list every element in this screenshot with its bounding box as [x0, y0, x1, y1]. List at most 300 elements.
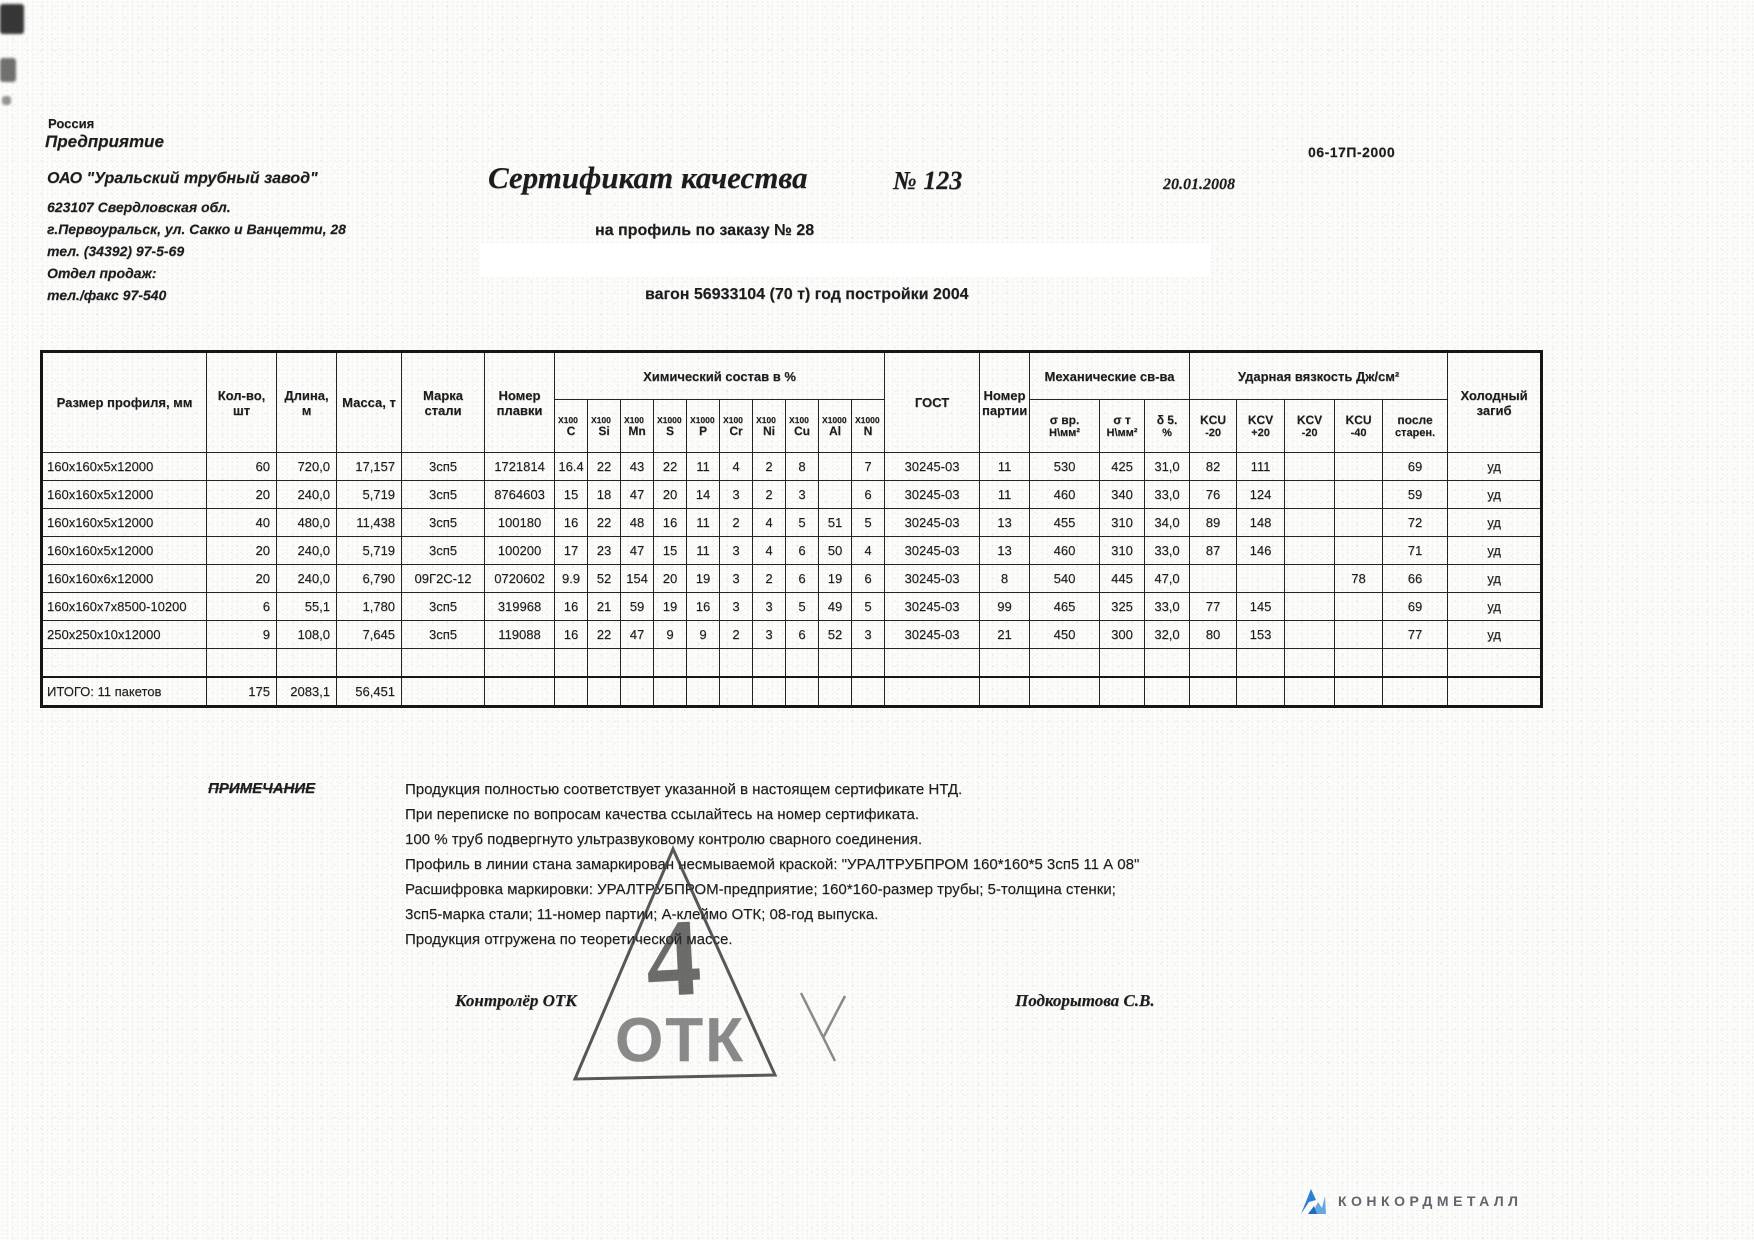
col-subheader-chem-si: X100 Si	[588, 400, 621, 453]
col-header-cold-bend: Холодный загиб	[1448, 352, 1542, 453]
table-cell: уд	[1448, 593, 1542, 621]
table-cell: 11	[687, 537, 720, 565]
table-row	[42, 565, 1542, 593]
company-address-region: 623107 Свердловская обл.	[47, 199, 231, 215]
table-cell: 16.4	[555, 453, 588, 481]
table-cell: 3сп5	[402, 481, 485, 509]
table-cell: 16	[555, 509, 588, 537]
svg-text:ОТК: ОТК	[615, 1006, 745, 1075]
table-cell: 240,0	[277, 481, 337, 509]
table-cell	[1335, 649, 1383, 678]
table-cell: 21	[980, 621, 1030, 649]
table-cell: 22	[588, 621, 621, 649]
col-header-steel-grade: Марка стали	[402, 352, 485, 453]
table-cell: 300	[1100, 621, 1145, 649]
table-cell	[1145, 677, 1190, 707]
table-cell: 52	[588, 565, 621, 593]
table-cell: 16	[555, 621, 588, 649]
col-subheader-chem-n: X1000 N	[852, 400, 885, 453]
col-subheader-: после старен.	[1383, 400, 1448, 453]
table-cell: 18	[588, 481, 621, 509]
table-cell: 69	[1383, 453, 1448, 481]
table-cell: 11	[980, 481, 1030, 509]
table-cell	[753, 677, 786, 707]
table-cell: 11,438	[337, 509, 402, 537]
table-cell	[1190, 565, 1237, 593]
table-cell: 59	[1383, 481, 1448, 509]
scan-smudge-artifact	[0, 4, 24, 34]
col-subheader-chem-ni: X100 Ni	[753, 400, 786, 453]
table-cell: 160x160x7x8500-10200	[42, 593, 207, 621]
table-cell: 154	[621, 565, 654, 593]
table-cell: 60	[207, 453, 277, 481]
table-cell: 66	[1383, 565, 1448, 593]
table-cell	[1237, 677, 1285, 707]
table-cell	[819, 649, 852, 678]
table-cell: 3сп5	[402, 621, 485, 649]
table-cell	[1335, 593, 1383, 621]
table-cell: 153	[1237, 621, 1285, 649]
company-fax: тел./факс 97-540	[47, 287, 167, 303]
table-cell: 160x160x5x12000	[42, 509, 207, 537]
table-cell	[1335, 677, 1383, 707]
table-cell: 47	[621, 481, 654, 509]
table-cell: 425	[1100, 453, 1145, 481]
table-cell: уд	[1448, 481, 1542, 509]
table-cell: 33,0	[1145, 481, 1190, 509]
table-cell: 80	[1190, 621, 1237, 649]
col-subheader-chem-cu: X100 Cu	[786, 400, 819, 453]
table-cell: 145	[1237, 593, 1285, 621]
table-header-group-row	[42, 352, 1542, 400]
note-line-7: Продукция отгружена по теоретической массе.	[405, 931, 733, 948]
note-line-4: Профиль в линии стана замаркирован несмываемой краской: "УРАЛТРУБПРОМ 160*160*5 3сп5 11 А 08"	[405, 856, 1140, 873]
table-cell	[654, 649, 687, 678]
table-cell: 21	[588, 593, 621, 621]
table-cell	[980, 677, 1030, 707]
table-cell	[621, 677, 654, 707]
table-cell: 30245-03	[885, 509, 980, 537]
table-cell	[980, 649, 1030, 678]
table-cell: 30245-03	[885, 565, 980, 593]
table-cell	[819, 677, 852, 707]
table-cell: 15	[555, 481, 588, 509]
table-cell	[337, 649, 402, 678]
table-cell	[1448, 649, 1542, 678]
table-cell: 6	[786, 537, 819, 565]
table-cell: 4	[720, 453, 753, 481]
table-cell	[1335, 509, 1383, 537]
table-cell	[1285, 537, 1335, 565]
table-cell: уд	[1448, 453, 1542, 481]
col-subheader-kcu: KCU -20	[1190, 400, 1237, 453]
table-cell	[1285, 565, 1335, 593]
table-cell: 40	[207, 509, 277, 537]
table-cell	[1335, 621, 1383, 649]
table-cell	[753, 649, 786, 678]
table-cell	[687, 677, 720, 707]
table-cell	[1285, 453, 1335, 481]
table-cell	[720, 677, 753, 707]
table-cell	[588, 677, 621, 707]
certificate-table	[40, 350, 1543, 708]
table-cell: 2083,1	[277, 677, 337, 707]
table-cell: 310	[1100, 509, 1145, 537]
inspector-name: Подкорытова С.В.	[1015, 991, 1155, 1010]
col-subheader-chem-s: X1000 S	[654, 400, 687, 453]
table-cell: 30245-03	[885, 593, 980, 621]
table-cell: 30245-03	[885, 481, 980, 509]
company-sales-dept: Отдел продаж:	[47, 265, 157, 281]
table-cell: 89	[1190, 509, 1237, 537]
table-cell: 34,0	[1145, 509, 1190, 537]
table-cell: 250x250x10x12000	[42, 621, 207, 649]
table-cell: 5	[786, 509, 819, 537]
table-cell: 14	[687, 481, 720, 509]
table-cell: 5	[786, 593, 819, 621]
table-body	[42, 453, 1542, 707]
table-cell: 22	[654, 453, 687, 481]
table-cell: 9	[654, 621, 687, 649]
table-cell: 3	[720, 593, 753, 621]
col-subheader-chem-cr: X100 Cr	[720, 400, 753, 453]
table-cell	[1285, 481, 1335, 509]
table-cell: 47,0	[1145, 565, 1190, 593]
table-cell: 69	[1383, 593, 1448, 621]
table-cell: 3сп5	[402, 509, 485, 537]
table-cell	[402, 649, 485, 678]
table-cell: 160x160х6x12000	[42, 565, 207, 593]
table-cell: 3	[786, 481, 819, 509]
table-cell: 20	[654, 565, 687, 593]
table-cell: 19	[819, 565, 852, 593]
otk-triangle-stamp	[563, 843, 863, 1091]
table-cell: 30245-03	[885, 621, 980, 649]
table-cell: ИТОГО: 11 пакетов	[42, 677, 207, 707]
table-cell: 4	[852, 537, 885, 565]
col-subheader-: σ т Н\мм²	[1100, 400, 1145, 453]
inspector-role-label: Контролёр ОТК	[455, 991, 577, 1010]
table-cell: 87	[1190, 537, 1237, 565]
table-cell	[819, 481, 852, 509]
table-cell	[1383, 649, 1448, 678]
table-cell: 310	[1100, 537, 1145, 565]
company-name: ОАО "Уральский трубный завод"	[47, 170, 318, 187]
col-subheader-: σ вр. Н\мм²	[1030, 400, 1100, 453]
table-cell: 100180	[485, 509, 555, 537]
table-cell: 460	[1030, 537, 1100, 565]
col-header-mass: Масса, т	[337, 352, 402, 453]
table-cell: 450	[1030, 621, 1100, 649]
table-cell: 20	[207, 481, 277, 509]
table-cell: 325	[1100, 593, 1145, 621]
table-cell: 16	[687, 593, 720, 621]
table-cell	[1285, 649, 1335, 678]
table-row	[42, 621, 1542, 649]
table-cell	[1237, 565, 1285, 593]
table-cell: 465	[1030, 593, 1100, 621]
table-cell: 108,0	[277, 621, 337, 649]
table-cell: 59	[621, 593, 654, 621]
order-subtitle: на профиль по заказу № 28	[595, 222, 815, 239]
table-cell: 47	[621, 621, 654, 649]
table-cell: 22	[588, 509, 621, 537]
certificate-title: Сертификат качества	[488, 160, 808, 195]
company-phone: тел. (34392) 97-5-69	[47, 243, 185, 259]
table-cell: 11	[687, 453, 720, 481]
table-cell: уд	[1448, 621, 1542, 649]
table-row	[42, 453, 1542, 481]
table-cell: 1,780	[337, 593, 402, 621]
table-cell: 4	[753, 537, 786, 565]
table-cell	[588, 649, 621, 678]
table-cell: 15	[654, 537, 687, 565]
table-cell: 32,0	[1145, 621, 1190, 649]
table-cell	[852, 677, 885, 707]
table-cell: 7,645	[337, 621, 402, 649]
table-cell: 56,451	[337, 677, 402, 707]
table-cell	[1285, 593, 1335, 621]
table-cell: уд	[1448, 565, 1542, 593]
col-subheader-chem-mn: X100 Mn	[621, 400, 654, 453]
table-cell: 6	[786, 565, 819, 593]
table-cell: 6	[852, 565, 885, 593]
table-cell	[1145, 649, 1190, 678]
table-cell: 51	[819, 509, 852, 537]
table-cell: 19	[654, 593, 687, 621]
note-label: ПРИМЕЧАНИЕ	[208, 780, 316, 797]
table-cell: 31,0	[1145, 453, 1190, 481]
table-cell: 5,719	[337, 481, 402, 509]
table-cell: 77	[1190, 593, 1237, 621]
table-cell: 2	[720, 621, 753, 649]
table-cell: 13	[980, 509, 1030, 537]
table-cell	[1383, 677, 1448, 707]
table-cell: 460	[1030, 481, 1100, 509]
table-cell: 30245-03	[885, 453, 980, 481]
table-cell: 6	[852, 481, 885, 509]
note-line-5: Расшифровка маркировки: УРАЛТРУБПРОМ-предприятие; 160*160-размер трубы; 5-толщина стенки;	[405, 881, 1116, 898]
brand-logo-icon	[1298, 1186, 1328, 1216]
table-cell: 71	[1383, 537, 1448, 565]
table-cell: 3	[720, 565, 753, 593]
table-cell: 17,157	[337, 453, 402, 481]
table-cell: 5,719	[337, 537, 402, 565]
table-cell: 16	[555, 593, 588, 621]
table-cell	[1030, 649, 1100, 678]
table-cell: 8764603	[485, 481, 555, 509]
table-cell: 175	[207, 677, 277, 707]
table-cell: 2	[720, 509, 753, 537]
table-cell	[402, 677, 485, 707]
table-cell: 530	[1030, 453, 1100, 481]
table-cell: 148	[1237, 509, 1285, 537]
table-cell: 160x160x5x12000	[42, 481, 207, 509]
table-cell: 3сп5	[402, 453, 485, 481]
table-cell	[485, 649, 555, 678]
table-cell: 8	[980, 565, 1030, 593]
table-cell: 540	[1030, 565, 1100, 593]
table-cell: 20	[654, 481, 687, 509]
table-cell: 6	[207, 593, 277, 621]
col-subheader-kcu: KCU -40	[1335, 400, 1383, 453]
table-cell: 240,0	[277, 565, 337, 593]
table-cell: 340	[1100, 481, 1145, 509]
table-cell: 33,0	[1145, 593, 1190, 621]
table-cell	[42, 649, 207, 678]
company-address-street: г.Первоуральск, ул. Сакко и Ванцетти, 28	[47, 221, 346, 237]
table-cell: 48	[621, 509, 654, 537]
table-cell: 100200	[485, 537, 555, 565]
col-header-quantity: Кол-во, шт	[207, 352, 277, 453]
table-cell: 319968	[485, 593, 555, 621]
table-totals-row	[42, 677, 1542, 707]
table-cell: 9	[687, 621, 720, 649]
table-cell: 455	[1030, 509, 1100, 537]
table-cell: 3сп5	[402, 537, 485, 565]
scan-smudge-artifact	[2, 96, 11, 105]
table-cell	[687, 649, 720, 678]
table-cell: 6,790	[337, 565, 402, 593]
col-header-profile-size: Размер профиля, мм	[42, 352, 207, 453]
table-cell: 82	[1190, 453, 1237, 481]
form-reference-number: 06-17П-2000	[1308, 144, 1396, 160]
table-cell: 445	[1100, 565, 1145, 593]
col-group-mechanical-properties: Механические св-ва	[1030, 352, 1190, 400]
col-header-gost: ГОСТ	[885, 352, 980, 453]
table-cell: 77	[1383, 621, 1448, 649]
table-cell	[1100, 677, 1145, 707]
brand-footer	[1298, 1186, 1523, 1216]
table-cell	[852, 649, 885, 678]
table-cell	[485, 677, 555, 707]
table-cell: 8	[786, 453, 819, 481]
table-cell: 0720602	[485, 565, 555, 593]
table-cell	[1335, 453, 1383, 481]
table-cell: 72	[1383, 509, 1448, 537]
table-cell: 5	[852, 509, 885, 537]
table-cell	[277, 649, 337, 678]
company-block	[47, 168, 346, 306]
table-cell: 3	[852, 621, 885, 649]
table-cell: 240,0	[277, 537, 337, 565]
col-header-melt-number: Номер плавки	[485, 352, 555, 453]
table-cell	[1285, 677, 1335, 707]
table-cell: 49	[819, 593, 852, 621]
signature-mark	[801, 993, 845, 1061]
col-subheader-kcv: KCV -20	[1285, 400, 1335, 453]
table-cell: 9	[207, 621, 277, 649]
table-cell: 4	[753, 509, 786, 537]
table-cell: уд	[1448, 537, 1542, 565]
table-cell	[1030, 677, 1100, 707]
brand-name: КОНКОРДМЕТАЛЛ	[1338, 1193, 1523, 1209]
table-cell	[786, 649, 819, 678]
col-subheader-kcv: KCV +20	[1237, 400, 1285, 453]
col-header-length: Длина, м	[277, 352, 337, 453]
table-cell	[1285, 509, 1335, 537]
table-cell	[207, 649, 277, 678]
table-cell	[885, 677, 980, 707]
enterprise-label: Предприятие	[45, 132, 164, 151]
table-cell: 17	[555, 537, 588, 565]
table-row	[42, 649, 1542, 678]
table-cell	[555, 649, 588, 678]
table-cell: 2	[753, 565, 786, 593]
certificate-number: № 123	[893, 166, 963, 195]
table-cell	[819, 453, 852, 481]
col-group-chemical-composition: Химический состав в %	[555, 352, 885, 400]
table-cell: 11	[687, 509, 720, 537]
table-cell: 09Г2С-12	[402, 565, 485, 593]
table-cell	[1190, 677, 1237, 707]
svg-text:4: 4	[642, 895, 704, 1021]
table-cell: 3	[720, 537, 753, 565]
col-subheader-chem-c: X100 C	[555, 400, 588, 453]
table-cell: 20	[207, 537, 277, 565]
table-row	[42, 593, 1542, 621]
table-cell: 50	[819, 537, 852, 565]
table-cell	[621, 649, 654, 678]
table-cell: 19	[687, 565, 720, 593]
table-cell: 11	[980, 453, 1030, 481]
table-cell: 160x160x5x12000	[42, 453, 207, 481]
wagon-info-line: вагон 56933104 (70 т) год постройки 2004	[645, 286, 969, 303]
table-cell	[1335, 481, 1383, 509]
table-cell: 146	[1237, 537, 1285, 565]
table-cell	[1100, 649, 1145, 678]
table-cell	[885, 649, 980, 678]
table-row	[42, 509, 1542, 537]
table-cell: 6	[786, 621, 819, 649]
table-cell: 76	[1190, 481, 1237, 509]
table-cell: 3	[720, 481, 753, 509]
table-cell: 3сп5	[402, 593, 485, 621]
table-cell: 23	[588, 537, 621, 565]
table-cell: 55,1	[277, 593, 337, 621]
table-cell: 30245-03	[885, 537, 980, 565]
table-cell: 78	[1335, 565, 1383, 593]
note-line-6: 3сп5-марка стали; 11-номер партии; А-клеймо ОТК; 08-год выпуска.	[405, 906, 879, 923]
col-subheader-chem-p: X1000 P	[687, 400, 720, 453]
table-row	[42, 481, 1542, 509]
table-cell	[1285, 621, 1335, 649]
table-cell: 43	[621, 453, 654, 481]
country-label: Россия	[48, 116, 95, 131]
note-line-3: 100 % труб подвергнуто ультразвуковому контролю сварного соединения.	[405, 831, 923, 848]
table-cell: 52	[819, 621, 852, 649]
table-cell: 22	[588, 453, 621, 481]
col-group-impact-strength: Ударная вязкость Дж/см²	[1190, 352, 1448, 400]
table-cell: 1721814	[485, 453, 555, 481]
note-line-1: Продукция полностью соответствует указанной в настоящем сертификате НТД.	[405, 781, 963, 798]
table-cell	[786, 677, 819, 707]
table-cell: 9.9	[555, 565, 588, 593]
table-cell	[1335, 537, 1383, 565]
redacted-white-box	[480, 243, 1210, 277]
table-cell: уд	[1448, 509, 1542, 537]
table-cell: 3	[753, 593, 786, 621]
table-cell: 2	[753, 481, 786, 509]
table-cell: 2	[753, 453, 786, 481]
table-cell	[1190, 649, 1237, 678]
col-subheader-chem-al: X1000 Al	[819, 400, 852, 453]
table-cell: 7	[852, 453, 885, 481]
col-subheader-5: δ 5. %	[1145, 400, 1190, 453]
table-cell	[654, 677, 687, 707]
table-cell: 119088	[485, 621, 555, 649]
table-cell: 33,0	[1145, 537, 1190, 565]
